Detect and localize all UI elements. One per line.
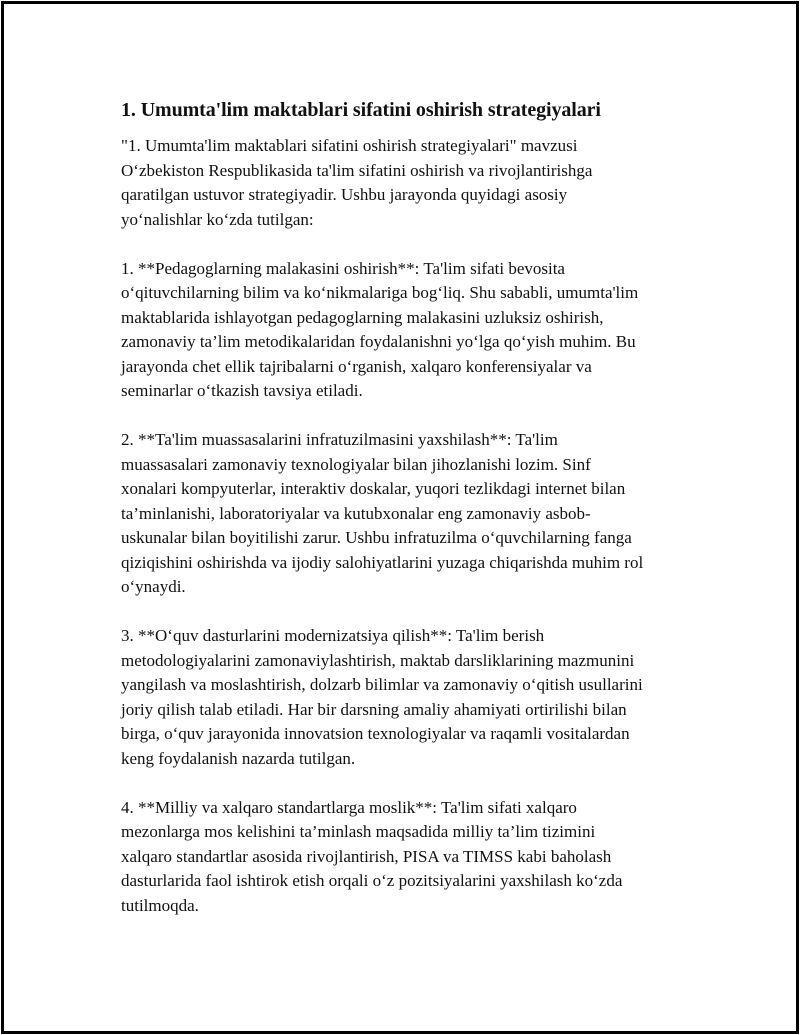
paragraph-1-teacher-qualification: 1. **Pedagoglarning malakasini oshirish**: Ta'lim sifati bevosita o‘qituvchilarning bilim va ko‘nikmalariga bog‘liq. Shu sababli, umumta'lim maktablarida ishlayotgan pedagoglarning malakasini uzluksiz oshirish, zamonaviy ta’lim metodikalaridan foydalanishni yo‘lga qo‘yish muhim. Bu jarayonda chet ellik tajribalarni o‘rganish, xalqaro konferensiyalar va seminarlar o‘tkazish tavsiya etiladi. [121, 258, 639, 400]
page-frame [1, 1, 799, 1034]
paragraph-list [121, 134, 691, 918]
paragraph-3-curriculum: 3. **O‘quv dasturlarini modernizatsiya qilish**: Ta'lim berish metodologiyalarini zamonaviylashtirish, maktab darsliklarining mazmunini yangilash va moslashtirish, dolzarb bilimlar va zamonaviy o‘qitish usullarini joriy qilish talab etiladi. Har bir darsning amaliy ahamiyati ortirilishi bilan birga, o‘quv jarayonida innovatsion texnologiyalar va raqamli vositalardan keng foydalanish nazarda tutilgan. [121, 626, 643, 768]
intro-paragraph: "1. Umumta'lim maktablari sifatini oshirish strategiyalari" mavzusi O‘zbekiston Respublikasida ta'lim sifatini oshirish va rivojlantirishga qaratilgan ustuvor strategiyadir. Ushbu jarayonda quyidagi asosiy yo‘nalishlar ko‘zda tutilgan: [121, 136, 593, 229]
document-body [121, 96, 691, 943]
paragraph-2-infrastructure: 2. **Ta'lim muassasalarini infratuzilmasini yaxshilash**: Ta'lim muassasalari zamonaviy texnologiyalar bilan jihozlanishi lozim. Sinf xonalari kompyuterlar, interaktiv doskalar, yuqori tezlikdagi internet bilan ta’minlanishi, laboratoriyalar va kutubxonalar eng zamonaviy asbob- uskunalar bilan boyitilishi zarur. Ushbu infratuzilma o‘quvchilarning fanga qiziqishini oshirishda va ijodiy salohiyatlarini yuzaga chiqarishda muhim rol o‘ynaydi. [121, 430, 644, 596]
paragraph-4-standards: 4. **Milliy va xalqaro standartlarga moslik**: Ta'lim sifati xalqaro mezonlarga mos kelishini ta’minlash maqsadida milliy ta’lim tizimini xalqaro standartlar asosida rivojlantirish, PISA va TIMSS kabi baholash dasturlarida faol ishtirok etish orqali o‘z pozitsiyalarini yaxshilash ko‘zda tutilmoqda. [121, 797, 623, 915]
document-title: 1. Umumta'lim maktablari sifatini oshirish strategiyalari [121, 99, 601, 121]
